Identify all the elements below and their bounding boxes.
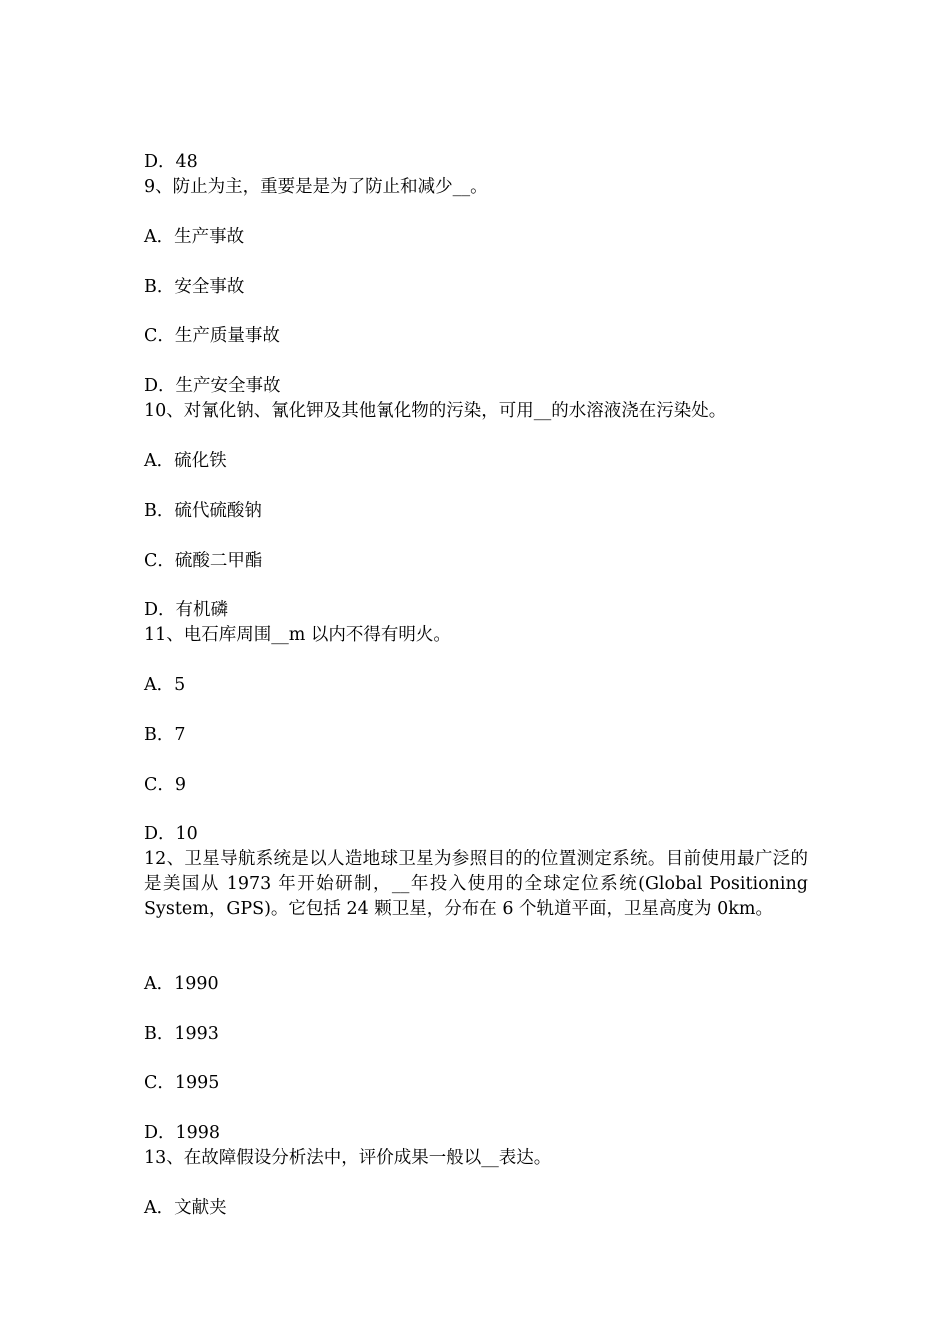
option-d-q8: D．48 xyxy=(144,152,198,172)
option-a-q9: A．生产事故 xyxy=(144,227,245,247)
option-d-q11: D．10 xyxy=(144,824,198,844)
option-d-q12: D．1998 xyxy=(144,1123,221,1143)
option-c-q10: C．硫酸二甲酯 xyxy=(144,551,263,571)
option-b-q11: B．7 xyxy=(144,725,186,745)
option-c-q9: C．生产质量事故 xyxy=(144,326,280,346)
option-a-q11: A．5 xyxy=(144,675,186,695)
option-d-q10: D．有机磷 xyxy=(144,600,229,620)
option-d-q9: D．生产安全事故 xyxy=(144,376,281,396)
option-a-q13: A．文献夹 xyxy=(144,1198,227,1218)
option-b-q10: B．硫代硫酸钠 xyxy=(144,501,262,521)
option-c-q12: C．1995 xyxy=(144,1073,220,1093)
option-a-q12: A．1990 xyxy=(144,974,219,994)
option-b-q12: B．1993 xyxy=(144,1024,219,1044)
option-c-q11: C．9 xyxy=(144,775,187,795)
question-13: 13、在故障假设分析法中，评价成果一般以__表达。 xyxy=(144,1148,552,1168)
question-12: 12、卫星导航系统是以人造地球卫星为参照目的的位置测定系统。目前使用最广泛的是美国从 1973 年开始研制，__年投入使用的全球定位系统(Global Positioning System，GPS)。它包括 24 颗卫星，分布在 6 个轨道平面，卫星高度为 0km。 xyxy=(144,849,808,919)
question-10: 10、对氰化钠、氰化钾及其他氰化物的污染，可用__的水溶液浇在污染处。 xyxy=(144,401,727,421)
option-b-q9: B．安全事故 xyxy=(144,277,245,297)
question-9: 9、防止为主，重要是是为了防止和减少__。 xyxy=(144,177,488,197)
question-11: 11、电石库周围__m 以内不得有明火。 xyxy=(144,625,451,645)
option-a-q10: A．硫化铁 xyxy=(144,451,227,471)
